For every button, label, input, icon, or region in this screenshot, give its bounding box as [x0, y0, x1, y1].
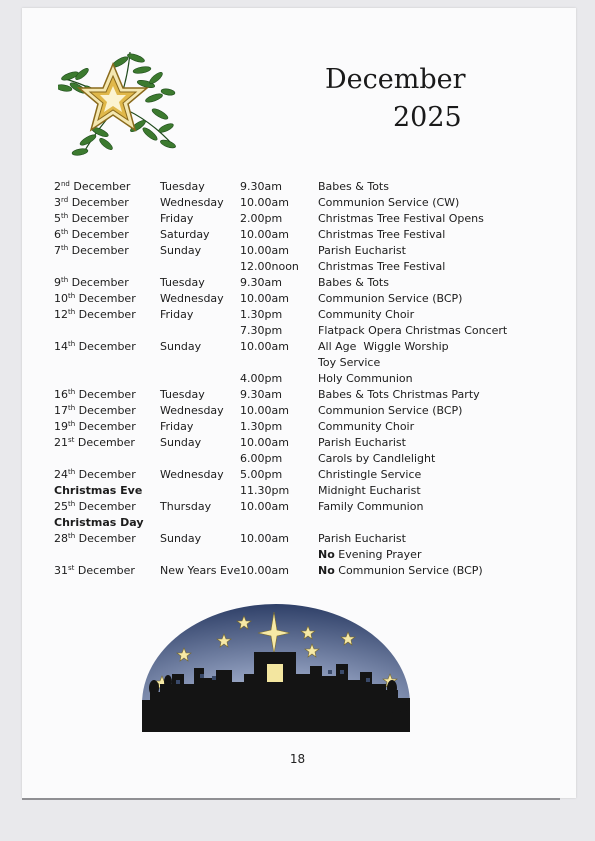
- schedule-month: December: [75, 420, 136, 433]
- schedule-date: [54, 563, 135, 579]
- schedule-date: [54, 307, 136, 323]
- schedule-row: [54, 291, 554, 307]
- schedule-time: 10.00am: [240, 228, 289, 241]
- schedule-event-emphasis: No: [318, 564, 335, 577]
- schedule-weekday: Wednesday: [160, 404, 224, 417]
- schedule-event: [318, 531, 406, 547]
- schedule-row: [54, 547, 554, 563]
- schedule-day-number: 17: [54, 404, 68, 417]
- schedule-event-text: Family Communion: [318, 500, 424, 513]
- schedule-weekday: Sunday: [160, 436, 202, 449]
- schedule-row: [54, 467, 554, 483]
- schedule-day-suffix: th: [68, 532, 76, 540]
- schedule-event-text: Community Choir: [318, 308, 415, 321]
- schedule-event-text: Communion Service (CW): [318, 196, 460, 209]
- schedule-month: December: [74, 436, 135, 449]
- schedule-day-suffix: th: [68, 468, 76, 476]
- schedule-date-label: Christmas Day: [54, 516, 144, 529]
- schedule-event: [318, 547, 421, 563]
- schedule-list: [54, 179, 554, 579]
- schedule-event: [318, 483, 421, 499]
- schedule-date: [54, 195, 129, 211]
- schedule-date: [54, 483, 142, 499]
- schedule-event: [318, 211, 484, 227]
- schedule-day-number: 9: [54, 276, 61, 289]
- schedule-weekday: Friday: [160, 308, 194, 321]
- schedule-event-text: Parish Eucharist: [318, 244, 406, 257]
- schedule-event-text: Babes & Tots Christmas Party: [318, 388, 480, 401]
- schedule-event-text: Toy Service: [318, 356, 381, 369]
- schedule-row: [54, 451, 554, 467]
- schedule-event: [318, 307, 414, 323]
- schedule-row: [54, 339, 554, 355]
- schedule-date-label: Christmas Eve: [54, 484, 143, 497]
- schedule-row: [54, 211, 554, 227]
- schedule-event-text: Midnight Eucharist: [318, 484, 421, 497]
- schedule-date: [54, 291, 136, 307]
- schedule-date: [54, 211, 129, 227]
- schedule-month: December: [75, 404, 136, 417]
- schedule-month: December: [68, 196, 129, 209]
- page-edge-divider: [22, 798, 560, 800]
- schedule-weekday: Saturday: [160, 228, 210, 241]
- schedule-weekday: Wednesday: [160, 468, 224, 481]
- schedule-row: [54, 275, 554, 291]
- schedule-event: [318, 387, 480, 403]
- schedule-day-suffix: th: [68, 388, 76, 396]
- schedule-day-number: 12: [54, 308, 68, 321]
- schedule-row: [54, 515, 554, 531]
- schedule-day-suffix: th: [61, 276, 69, 284]
- schedule-day-number: 19: [54, 420, 68, 433]
- schedule-month: December: [75, 532, 136, 545]
- schedule-day-suffix: th: [68, 404, 76, 412]
- schedule-month: December: [68, 212, 129, 225]
- schedule-row: [54, 355, 554, 371]
- schedule-day-number: 7: [54, 244, 61, 257]
- schedule-event-text: All Age Wiggle Worship: [318, 340, 449, 353]
- schedule-event-text: Babes & Tots: [318, 276, 389, 289]
- schedule-event-text: Christmas Tree Festival Opens: [318, 212, 484, 225]
- schedule-time: 10.00am: [240, 436, 289, 449]
- schedule-event-text: Christmas Tree Festival: [318, 260, 446, 273]
- schedule-month: December: [74, 564, 135, 577]
- schedule-month: December: [75, 388, 136, 401]
- schedule-row: [54, 323, 554, 339]
- schedule-day-suffix: th: [61, 244, 69, 252]
- schedule-event-text: Communion Service (BCP): [318, 404, 463, 417]
- schedule-event: [318, 275, 389, 291]
- schedule-time: 12.00noon: [240, 260, 299, 273]
- schedule-row: [54, 307, 554, 323]
- schedule-row: [54, 195, 554, 211]
- schedule-date: [54, 339, 136, 355]
- schedule-day-number: 6: [54, 228, 61, 241]
- schedule-event-text: Christmas Tree Festival: [318, 228, 446, 241]
- schedule-row: [54, 435, 554, 451]
- schedule-day-suffix: rd: [61, 196, 69, 204]
- schedule-weekday: Tuesday: [160, 388, 205, 401]
- schedule-event-text: Holy Communion: [318, 372, 413, 385]
- schedule-month: December: [75, 292, 136, 305]
- schedule-time: 10.00am: [240, 196, 289, 209]
- schedule-event-text: Carols by Candlelight: [318, 452, 436, 465]
- schedule-weekday: New Years Eve: [160, 564, 241, 577]
- schedule-event: [318, 243, 406, 259]
- schedule-date: [54, 387, 136, 403]
- schedule-day-suffix: th: [61, 228, 69, 236]
- schedule-month: December: [68, 276, 129, 289]
- schedule-time: 10.00am: [240, 244, 289, 257]
- schedule-event-text: Parish Eucharist: [318, 532, 406, 545]
- schedule-date: [54, 179, 130, 195]
- schedule-event-text: Babes & Tots: [318, 180, 389, 193]
- schedule-weekday: Wednesday: [160, 196, 224, 209]
- schedule-day-suffix: th: [68, 500, 76, 508]
- schedule-day-number: 28: [54, 532, 68, 545]
- schedule-event-text: Evening Prayer: [334, 548, 422, 561]
- schedule-date: [54, 275, 129, 291]
- schedule-event: [318, 355, 380, 371]
- schedule-month: December: [68, 228, 129, 241]
- schedule-weekday: Sunday: [160, 532, 202, 545]
- schedule-day-suffix: th: [61, 212, 69, 220]
- page-title-year: 2025: [393, 102, 462, 133]
- schedule-event: [318, 403, 462, 419]
- schedule-event-emphasis: No: [318, 548, 335, 561]
- schedule-date: [54, 531, 136, 547]
- schedule-day-number: 2: [54, 180, 61, 193]
- schedule-row: [54, 387, 554, 403]
- schedule-row: [54, 499, 554, 515]
- schedule-row: [54, 483, 554, 499]
- schedule-event: [318, 467, 421, 483]
- schedule-day-number: 16: [54, 388, 68, 401]
- schedule-time: 2.00pm: [240, 212, 283, 225]
- schedule-row: [54, 419, 554, 435]
- schedule-row: [54, 179, 554, 195]
- schedule-event-text: Communion Service (BCP): [334, 564, 483, 577]
- schedule-event-text: Flatpack Opera Christmas Concert: [318, 324, 508, 337]
- schedule-month: December: [75, 308, 136, 321]
- schedule-row: [54, 259, 554, 275]
- schedule-day-suffix: th: [68, 420, 76, 428]
- schedule-time: 10.00am: [240, 404, 289, 417]
- schedule-row: [54, 531, 554, 547]
- schedule-day-number: 14: [54, 340, 68, 353]
- schedule-time: 9.30am: [240, 388, 282, 401]
- schedule-month: December: [68, 244, 129, 257]
- schedule-time: 4.00pm: [240, 372, 283, 385]
- schedule-date: [54, 227, 129, 243]
- schedule-event: [318, 451, 435, 467]
- schedule-date: [54, 403, 136, 419]
- schedule-event: [318, 419, 414, 435]
- schedule-date: [54, 435, 135, 451]
- schedule-day-suffix: th: [68, 308, 76, 316]
- schedule-day-suffix: st: [68, 436, 75, 444]
- schedule-day-number: 10: [54, 292, 68, 305]
- schedule-weekday: Tuesday: [160, 276, 205, 289]
- schedule-event: [318, 227, 445, 243]
- schedule-date: [54, 243, 129, 259]
- schedule-day-suffix: st: [68, 564, 75, 572]
- schedule-row: [54, 227, 554, 243]
- schedule-day-suffix: nd: [61, 180, 70, 188]
- schedule-time: 10.00am: [240, 292, 289, 305]
- schedule-month: December: [75, 340, 136, 353]
- schedule-weekday: Friday: [160, 420, 194, 433]
- schedule-event: [318, 179, 389, 195]
- schedule-date: [54, 419, 136, 435]
- schedule-row: [54, 371, 554, 387]
- schedule-row: [54, 563, 554, 579]
- schedule-date: [54, 467, 136, 483]
- schedule-time: 10.00am: [240, 532, 289, 545]
- schedule-event: [318, 563, 483, 579]
- schedule-day-suffix: th: [68, 292, 76, 300]
- schedule-weekday: Sunday: [160, 340, 202, 353]
- schedule-day-number: 24: [54, 468, 68, 481]
- schedule-time: 9.30am: [240, 180, 282, 193]
- star-with-pine-branches-icon: [58, 48, 176, 156]
- schedule-event: [318, 339, 449, 355]
- schedule-day-suffix: th: [68, 340, 76, 348]
- schedule-event-text: Communion Service (BCP): [318, 292, 463, 305]
- schedule-time: 10.00am: [240, 564, 289, 577]
- schedule-row: [54, 243, 554, 259]
- schedule-date: [54, 515, 144, 531]
- schedule-weekday: Sunday: [160, 244, 202, 257]
- schedule-date: [54, 499, 136, 515]
- schedule-time: 1.30pm: [240, 420, 283, 433]
- schedule-day-number: 25: [54, 500, 68, 513]
- page-title-month: December: [325, 64, 466, 95]
- schedule-event: [318, 291, 462, 307]
- schedule-time: 11.30pm: [240, 484, 290, 497]
- schedule-event: [318, 195, 459, 211]
- schedule-day-number: 3: [54, 196, 61, 209]
- schedule-day-number: 31: [54, 564, 68, 577]
- schedule-event: [318, 499, 423, 515]
- schedule-day-number: 5: [54, 212, 61, 225]
- schedule-weekday: Thursday: [160, 500, 212, 513]
- schedule-time: 10.00am: [240, 340, 289, 353]
- schedule-event: [318, 371, 413, 387]
- schedule-event-text: Community Choir: [318, 420, 415, 433]
- schedule-weekday: Wednesday: [160, 292, 224, 305]
- schedule-weekday: Tuesday: [160, 180, 205, 193]
- page-number: 18: [289, 752, 306, 766]
- schedule-time: 7.30pm: [240, 324, 283, 337]
- schedule-event: [318, 259, 445, 275]
- schedule-time: 5.00pm: [240, 468, 283, 481]
- schedule-month: December: [75, 500, 136, 513]
- schedule-time: 1.30pm: [240, 308, 283, 321]
- schedule-month: December: [75, 468, 136, 481]
- schedule-event: [318, 323, 507, 339]
- schedule-time: 6.00pm: [240, 452, 283, 465]
- schedule-event-text: Christingle Service: [318, 468, 422, 481]
- schedule-weekday: Friday: [160, 212, 194, 225]
- schedule-event-text: Parish Eucharist: [318, 436, 406, 449]
- schedule-month: December: [69, 180, 131, 193]
- schedule-time: 9.30am: [240, 276, 282, 289]
- schedule-time: 10.00am: [240, 500, 289, 513]
- bethlehem-night-scene-icon: [140, 604, 412, 736]
- schedule-row: [54, 403, 554, 419]
- schedule-day-number: 21: [54, 436, 68, 449]
- schedule-event: [318, 435, 406, 451]
